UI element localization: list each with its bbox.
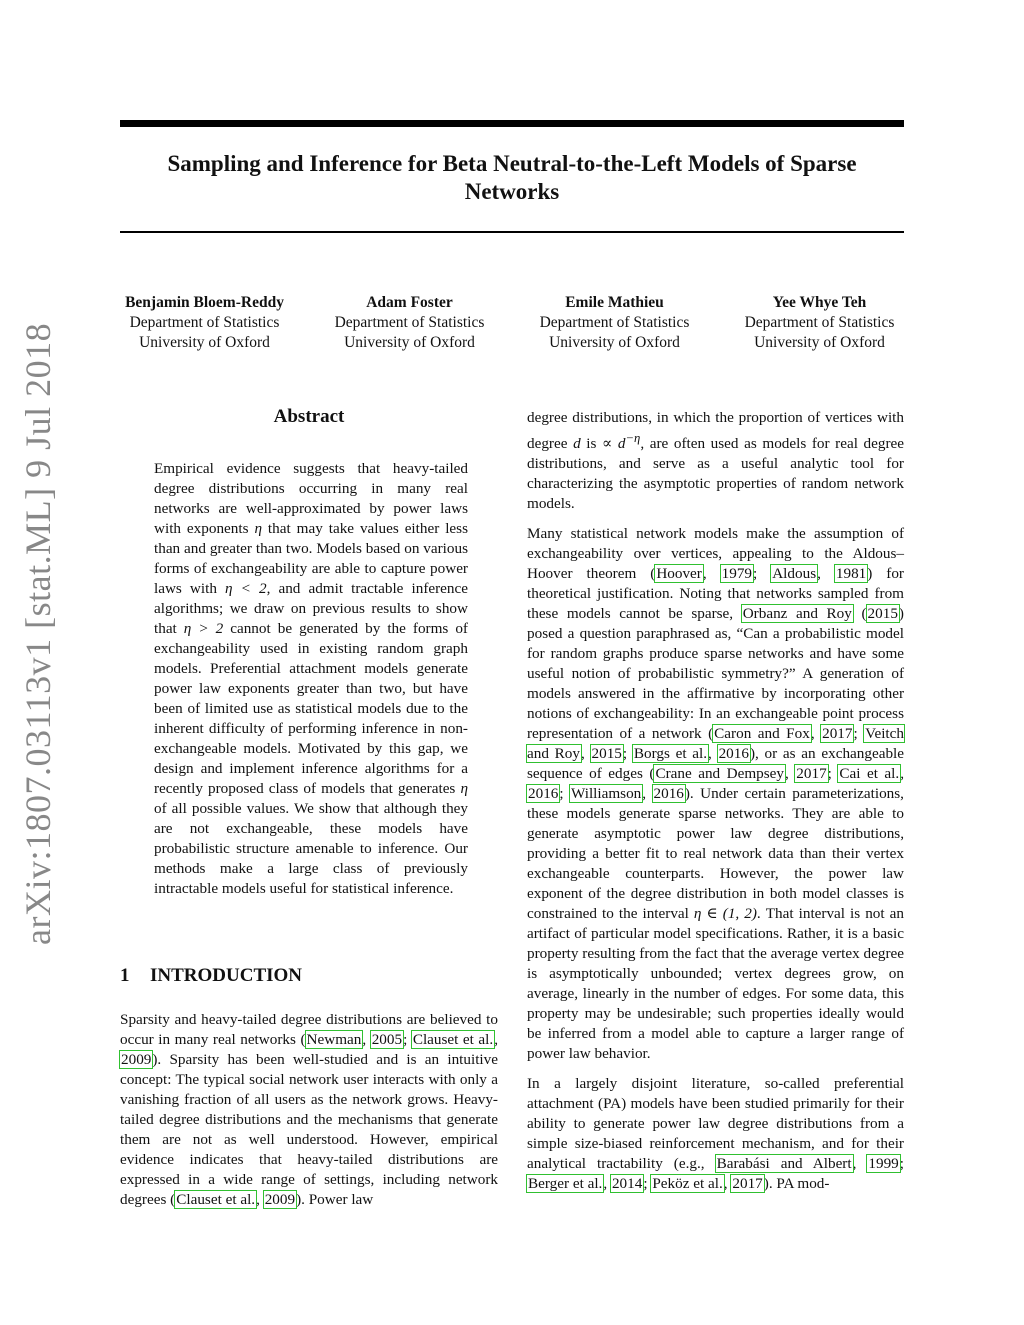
citation-link[interactable]: Orbanz and Roy xyxy=(742,605,852,623)
author-name: Benjamin Bloem-Reddy xyxy=(125,294,284,311)
citation-link[interactable]: Crane and Dempsey xyxy=(655,765,784,783)
author-department: Department of Statistics xyxy=(539,314,690,331)
author-3 xyxy=(512,293,717,353)
author-name: Adam Foster xyxy=(366,294,453,311)
section-heading-introduction xyxy=(120,963,302,989)
author-4 xyxy=(717,293,922,353)
citation-link[interactable]: 2009 xyxy=(121,1051,152,1068)
citation-link[interactable]: Barabási and Albert xyxy=(716,1155,852,1173)
citation-link[interactable]: 2016 xyxy=(528,785,559,803)
citation-link[interactable]: 2016 xyxy=(718,745,749,763)
citation-link[interactable]: 2005 xyxy=(371,1031,403,1048)
title-rule-top xyxy=(120,120,904,127)
introduction-body xyxy=(120,1010,498,1210)
abstract-paragraph: Empirical evidence suggests that heavy-tailed degree distributions occurring in many real networks are well-approximated by power laws with exponents η that may take values either less than and greater than two. Models based on various forms of exchangeability are able to capture power laws with η < 2, and admit tractable inference algorithms; we draw on previous results to show that η > 2 cannot be generated by the forms of exchangeability used in existing random graph models. Preferential attachment models generate power law exponents greater than two, but have been of limited use as statistical models due to the inherent difficulty of performing inference in non-exchangeable models. Motivated by this gap, we design and implement inference algorithms for a recently proposed class of models that generates η of all possible values. We show that although they are not exchangeable, these models have probabilistic structure amenable to inference. Our methods make a large class of previously intractable models useful for statistical inference. xyxy=(154,460,468,897)
citation-link[interactable]: 2015 xyxy=(867,605,898,623)
citation-link[interactable]: Newman xyxy=(306,1031,362,1048)
author-institution: University of Oxford xyxy=(344,334,475,351)
author-name: Yee Whye Teh xyxy=(772,294,867,311)
body-paragraph: Many statistical network models make the assumption of exchangeability over vertices, appealing to the Aldous–Hoover theorem (Hoover, 1979; Aldous, 1981) for theoretical justification. Noting that networks sampled from these models cannot be sparse, Orbanz and Roy (2015) posed a question paraphrased as, “Can a probabilistic model for random graphs produce sparse networks and have some useful notion of probabilistic symmetry?” A generation of models answered in the affirmative by incorporating other notions of exchangeability: In an exchangeable point process representation of a network (Caron and Fox, 2017; Veitch and Roy, 2015; Borgs et al., 2016), or as an exchangeable sequence of edges (Crane and Dempsey, 2017; Cai et al., 2016; Williamson, 2016). Under certain parameterizations, these models generate sparse networks. They are able to generate asymptotic power law degree distributions, providing a better fit to real network data than their vertex exchangeable counterparts. However, the power law exponent of the degree distribution in both model classes is constrained to the interval η ∈ (1, 2). That interval is not an artifact of particular model specifications. Rather, it is a basic property resulting from the fact that the average vertex degree is asymptotically unbounded; vertex degrees grow, on average, linearly in the number of edges. For some data, this property may be undesirable; such properties ideally would be inferred from a model able to capture a larger range of power law behavior. xyxy=(527,525,904,1063)
citation-link[interactable]: Caron and Fox xyxy=(714,725,810,743)
citation-link[interactable]: Aldous xyxy=(772,565,817,583)
citation-link[interactable]: 2017 xyxy=(822,725,853,743)
citation-link[interactable]: Clauset et al. xyxy=(176,1191,256,1208)
author-name: Emile Mathieu xyxy=(565,294,664,311)
section-title: INTRODUCTION xyxy=(150,965,303,986)
citation-link[interactable]: 2009 xyxy=(264,1191,296,1208)
author-2 xyxy=(307,293,512,353)
body-paragraph: degree distributions, in which the proportion of vertices with degree d is ∝ $d^{-\eta}$, are often used as models for real degree distributions, and serve as a useful analytic tool for characterizing the asymptotic properties of random network models. xyxy=(527,409,905,513)
citation-link[interactable]: 1999 xyxy=(868,1155,899,1173)
right-column-body xyxy=(527,408,904,1194)
author-institution: University of Oxford xyxy=(139,334,270,351)
author-1 xyxy=(102,293,307,353)
abstract-body xyxy=(154,459,468,899)
citation-link[interactable]: 2017 xyxy=(732,1175,763,1193)
citation-link[interactable]: Williamson xyxy=(571,785,642,803)
citation-link[interactable]: Borgs et al. xyxy=(633,745,708,763)
citation-link[interactable]: 2017 xyxy=(796,765,827,783)
intro-paragraph: Sparsity and heavy-tailed degree distributions are believed to occur in many real networks (Newman, 2005; Clauset et al., 2009). Sparsity has been well-studied and is an intuitive concept: The typical social network user interacts with only a vanishing fraction of all users as the network grows. Heavy-tailed degree distributions and the mechanisms that generate them are not as well understood. However, empirical evidence indicates that heavy-tailed distributions are expressed in a wide range of settings, including network degrees (Clauset et al., 2009). Power law xyxy=(120,1011,498,1208)
citation-link[interactable]: 1979 xyxy=(721,565,753,583)
section-number: 1 xyxy=(120,965,130,986)
citation-link[interactable]: Berger et al. xyxy=(528,1175,603,1193)
citation-link[interactable]: Veitch and Roy xyxy=(527,725,904,763)
citation-link[interactable]: 2014 xyxy=(611,1175,643,1193)
author-institution: University of Oxford xyxy=(549,334,680,351)
citation-link[interactable]: Cai et al. xyxy=(839,765,900,783)
citation-link[interactable]: 2016 xyxy=(653,785,684,803)
author-department: Department of Statistics xyxy=(129,314,280,331)
citation-link[interactable]: 2015 xyxy=(591,745,622,763)
body-paragraph: In a largely disjoint literature, so-called preferential attachment (PA) models have been studied primarily for their ability to generate power law degree distributions from a simple size-biased reinforcement mechanism, and for their analytical tractability (e.g., Barabási and Albert, 1999; Berger et al., 2014; Peköz et al., 2017). PA mod- xyxy=(527,1075,904,1193)
citation-link[interactable]: 1981 xyxy=(835,565,867,583)
author-department: Department of Statistics xyxy=(334,314,485,331)
citation-link[interactable]: Clauset et al. xyxy=(412,1031,494,1048)
author-department: Department of Statistics xyxy=(744,314,895,331)
arxiv-identifier: arXiv:1807.03113v1 [stat.ML] 9 Jul 2018 xyxy=(18,322,58,945)
title-rule-bottom xyxy=(120,231,904,233)
citation-link[interactable]: Hoover xyxy=(656,565,702,583)
abstract-heading: Abstract xyxy=(273,406,345,427)
paper-title: Sampling and Inference for Beta Neutral-to-the-Left Models of Sparse Networks xyxy=(167,151,857,204)
author-block xyxy=(102,293,922,353)
citation-link[interactable]: Peköz et al. xyxy=(652,1175,723,1193)
author-institution: University of Oxford xyxy=(754,334,885,351)
